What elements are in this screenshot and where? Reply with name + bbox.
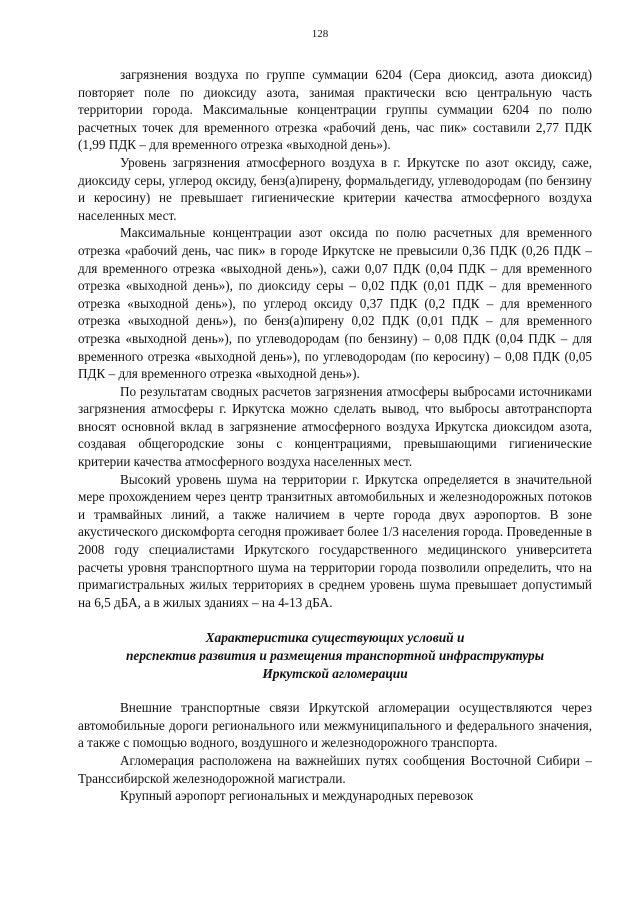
paragraph-calculation-results: По результатам сводных расчетов загрязнения атмосферы выбросами источниками загрязнения атмосферы г. Иркутска можно сделать вывод, что выбросы автотранспорта вносят основной вклад в загрязнение атмосферного воздуха Иркутска диоксидом азота, создавая общегородские зоны с концентрациями, превышающими гигиенические критерии качества атмосферного воздуха населенных мест. xyxy=(78,383,592,470)
paragraph-external-transport: Внешние транспортные связи Иркутской агломерации осуществляются через автомобильные дороги регионального или межмуниципального и федерального значения, а также с помощью водного, воздушного и железнодорожного транспорта. xyxy=(78,700,592,751)
paragraph-max-concentrations: Максимальные концентрации азот оксида по полю расчетных для временного отрезка «рабочий день, час пик» в городе Иркутске не превысили 0,36 ПДК (0,26 ПДК – для временного отрезка «выходной день»), сажи 0,07 ПДК (0,04 ПДК – для временного отрезка «выходной день»), по диоксиду серы – 0,02 ПДК (0,01 ПДК – для временного отрезка «выходной день»), по углерод оксиду 0,37 ПДК (0,2 ПДК – для временного отрезка «выходной день»), по бенз(а)пирену 0,02 ПДК (0,01 ПДК – для временного отрезка «выходной день»), по углеводородам (по бензину) – 0,08 ПДК (0,04 ПДК – для временного отрезка «выходной день»), по углеводородам (по керосину) – 0,08 ПДК (0,05 ПДК – для временного отрезка «выходной день»). xyxy=(78,225,592,382)
paragraph-agglomeration-location: Агломерация расположена на важнейших путях сообщения Восточной Сибири – Транссибирской железнодорожной магистрали. xyxy=(78,752,592,786)
paragraph-noise-level: Высокий уровень шума на территории г. Иркутска определяется в значительной мере прохождением через центр транзитных автомобильных и железнодорожных потоков и трамвайных линий, а также наличием в черте города двух аэропортов. В зоне акустического дискомфорта сегодня проживает более 1/3 населения города. Проведенные в 2008 году специалистами Иркутского государственного медицинского университета расчеты уровня транспортного шума на территории города позволили определить, что на примагистральных жилых территориях в среднем уровень шума превышает допустимый на 6,5 дБА, а в жилых зданиях – на 4-13 дБА. xyxy=(78,471,592,610)
spacer xyxy=(78,682,592,699)
heading-line-1: Характеристика существующих условий и xyxy=(205,630,465,646)
heading-line-3: Иркутской агломерации xyxy=(262,665,408,681)
paragraph-pollution-level: Уровень загрязнения атмосферного воздуха в г. Иркутске по азот оксиду, саже, диоксиду серы, углерод оксиду, бенз(а)пирену, формальдегиду, углеводородам (по бензину и керосину) не превышает гигиенические критерии качества атмосферного воздуха населенных мест. xyxy=(78,154,592,223)
section-heading xyxy=(78,629,592,682)
page-content xyxy=(78,66,592,805)
heading-line-2: перспектив развития и размещения транспортной инфраструктуры xyxy=(125,648,545,663)
paragraph-air-pollution-summation: загрязнения воздуха по группе суммации 6204 (Сера диоксид, азота диоксид) повторяет поле по диоксиду азота, занимая практически всю центральную часть территории города. Максимальные концентрации группы суммации 6204 по полю расчетных точек для временного отрезка «рабочий день, час пик» составили 2,77 ПДК (1,99 ПДК – для временного отрезка «выходной день»). xyxy=(78,67,592,153)
paragraph-airport: Крупный аэропорт региональных и международных перевозок xyxy=(120,788,474,804)
spacer xyxy=(78,611,592,629)
page-number: 128 xyxy=(311,28,329,40)
